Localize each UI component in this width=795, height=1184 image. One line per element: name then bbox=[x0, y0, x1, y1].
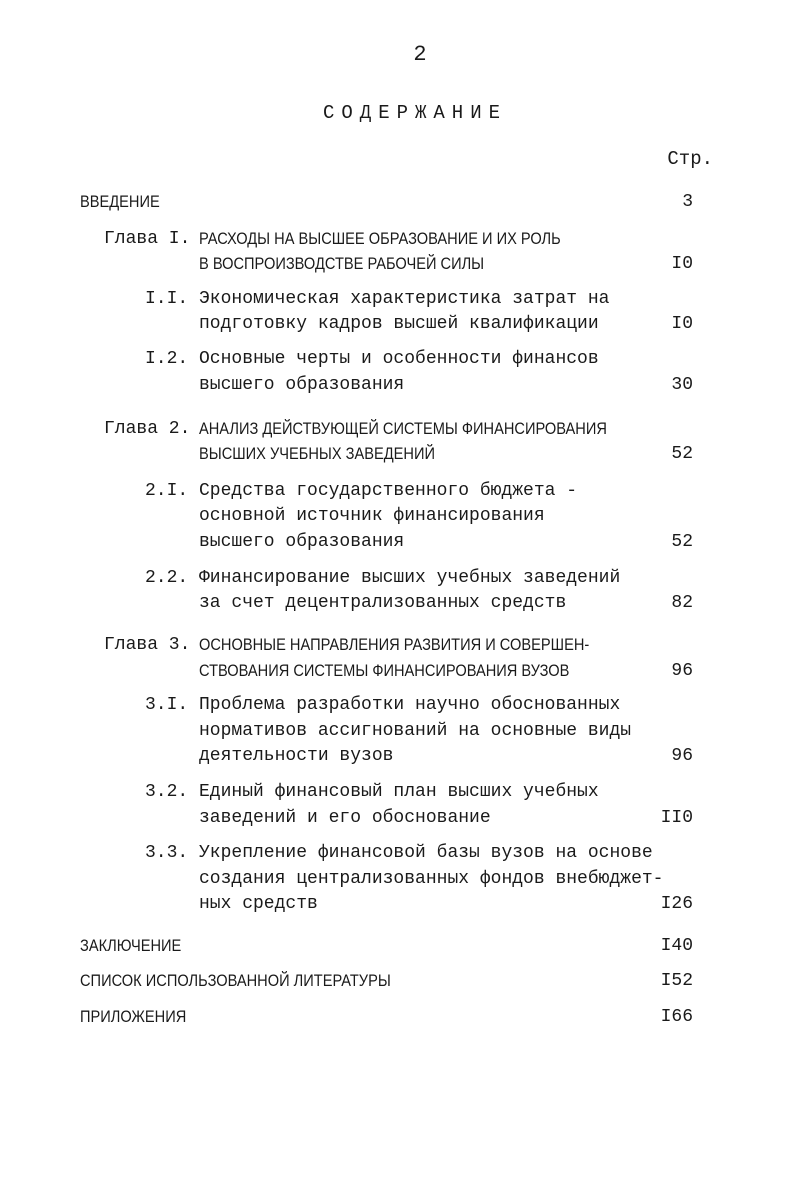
toc-chapter-1-page: I0 bbox=[671, 254, 693, 274]
toc-section-3-3-page: I26 bbox=[660, 894, 693, 914]
page-number: 2 bbox=[413, 42, 427, 67]
toc-section-2-1-label: 2.I. bbox=[145, 481, 189, 501]
toc-section-2-1-line-2: основной источник финансирования bbox=[199, 506, 545, 526]
toc-chapter-1-title-line-2: В ВОСПРОИЗВОДСТВЕ РАБОЧЕЙ СИЛЫ bbox=[199, 254, 485, 273]
toc-chapter-3-title-line-1: ОСНОВНЫЕ НАПРАВЛЕНИЯ РАЗВИТИЯ И СОВЕРШЕН- bbox=[199, 635, 590, 654]
pages-column-header: Стр. bbox=[667, 148, 713, 170]
toc-section-1-1-line-2: подготовку кадров высшей квалификации bbox=[199, 314, 599, 334]
toc-section-3-1-label: 3.I. bbox=[145, 695, 189, 715]
toc-section-2-2-page: 82 bbox=[671, 593, 693, 613]
toc-chapter-3-label: Глава 3. bbox=[104, 635, 191, 655]
toc-literature-title: СПИСОК ИСПОЛЬЗОВАННОЙ ЛИТЕРАТУРЫ bbox=[80, 971, 391, 990]
toc-conclusion-title: ЗАКЛЮЧЕНИЕ bbox=[80, 936, 182, 955]
toc-section-1-1-label: I.I. bbox=[145, 289, 189, 309]
toc-chapter-1-title-line-1: РАСХОДЫ НА ВЫСШЕЕ ОБРАЗОВАНИЕ И ИХ РОЛЬ bbox=[199, 229, 561, 248]
toc-section-3-1-line-2: нормативов ассигнований на основные виды bbox=[199, 721, 632, 741]
toc-chapter-1-label: Глава I. bbox=[104, 229, 191, 249]
toc-section-2-2-line-1: Финансирование высших учебных заведений bbox=[199, 568, 621, 588]
toc-section-3-1-page: 96 bbox=[671, 746, 693, 766]
toc-section-3-3-line-2: создания централизованных фондов внебюджет- bbox=[199, 869, 664, 889]
toc-section-1-2-page: 30 bbox=[671, 375, 693, 395]
page-title: СОДЕРЖАНИЕ bbox=[322, 102, 508, 124]
toc-section-3-2-line-2: заведений и его обоснование bbox=[199, 808, 491, 828]
toc-section-2-2-label: 2.2. bbox=[145, 568, 189, 588]
toc-section-2-1-line-1: Средства государственного бюджета - bbox=[199, 481, 578, 501]
toc-section-2-1-line-3: высшего образования bbox=[199, 532, 405, 552]
toc-section-3-3-line-1: Укрепление финансовой базы вузов на основе bbox=[199, 843, 653, 863]
toc-literature-page: I52 bbox=[660, 971, 693, 991]
toc-section-2-2-line-2: за счет децентрализованных средств bbox=[199, 593, 567, 613]
toc-chapter-3-title-line-2: СТВОВАНИЯ СИСТЕМЫ ФИНАНСИРОВАНИЯ ВУЗОВ bbox=[199, 661, 570, 680]
toc-section-1-2-label: I.2. bbox=[145, 349, 189, 369]
toc-section-3-2-line-1: Единый финансовый план высших учебных bbox=[199, 782, 599, 802]
toc-chapter-2-label: Глава 2. bbox=[104, 419, 191, 439]
toc-section-1-2-line-1: Основные черты и особенности финансов bbox=[199, 349, 599, 369]
toc-section-3-3-line-3: ных средств bbox=[199, 894, 318, 914]
toc-section-2-1-page: 52 bbox=[671, 532, 693, 552]
toc-section-1-2-line-2: высшего образования bbox=[199, 375, 405, 395]
toc-chapter-3-page: 96 bbox=[671, 661, 693, 681]
toc-section-3-2-label: 3.2. bbox=[145, 782, 189, 802]
toc-chapter-2-page: 52 bbox=[671, 444, 693, 464]
toc-appendix-title: ПРИЛОЖЕНИЯ bbox=[80, 1007, 187, 1026]
toc-chapter-2-title-line-1: АНАЛИЗ ДЕЙСТВУЮЩЕЙ СИСТЕМЫ ФИНАНСИРОВАНИЯ bbox=[199, 419, 607, 438]
toc-section-1-1-page: I0 bbox=[671, 314, 693, 334]
toc-conclusion-page: I40 bbox=[660, 936, 693, 956]
toc-section-3-1-line-1: Проблема разработки научно обоснованных bbox=[199, 695, 621, 715]
toc-section-1-1-line-1: Экономическая характеристика затрат на bbox=[199, 289, 610, 309]
toc-intro-page: 3 bbox=[682, 192, 693, 212]
toc-appendix-page: I66 bbox=[660, 1007, 693, 1027]
toc-section-3-2-page: II0 bbox=[660, 808, 693, 828]
toc-intro-title: ВВЕДЕНИЕ bbox=[80, 192, 160, 211]
toc-section-3-3-label: 3.3. bbox=[145, 843, 189, 863]
toc-chapter-2-title-line-2: ВЫСШИХ УЧЕБНЫХ ЗАВЕДЕНИЙ bbox=[199, 444, 435, 463]
toc-section-3-1-line-3: деятельности вузов bbox=[199, 746, 394, 766]
